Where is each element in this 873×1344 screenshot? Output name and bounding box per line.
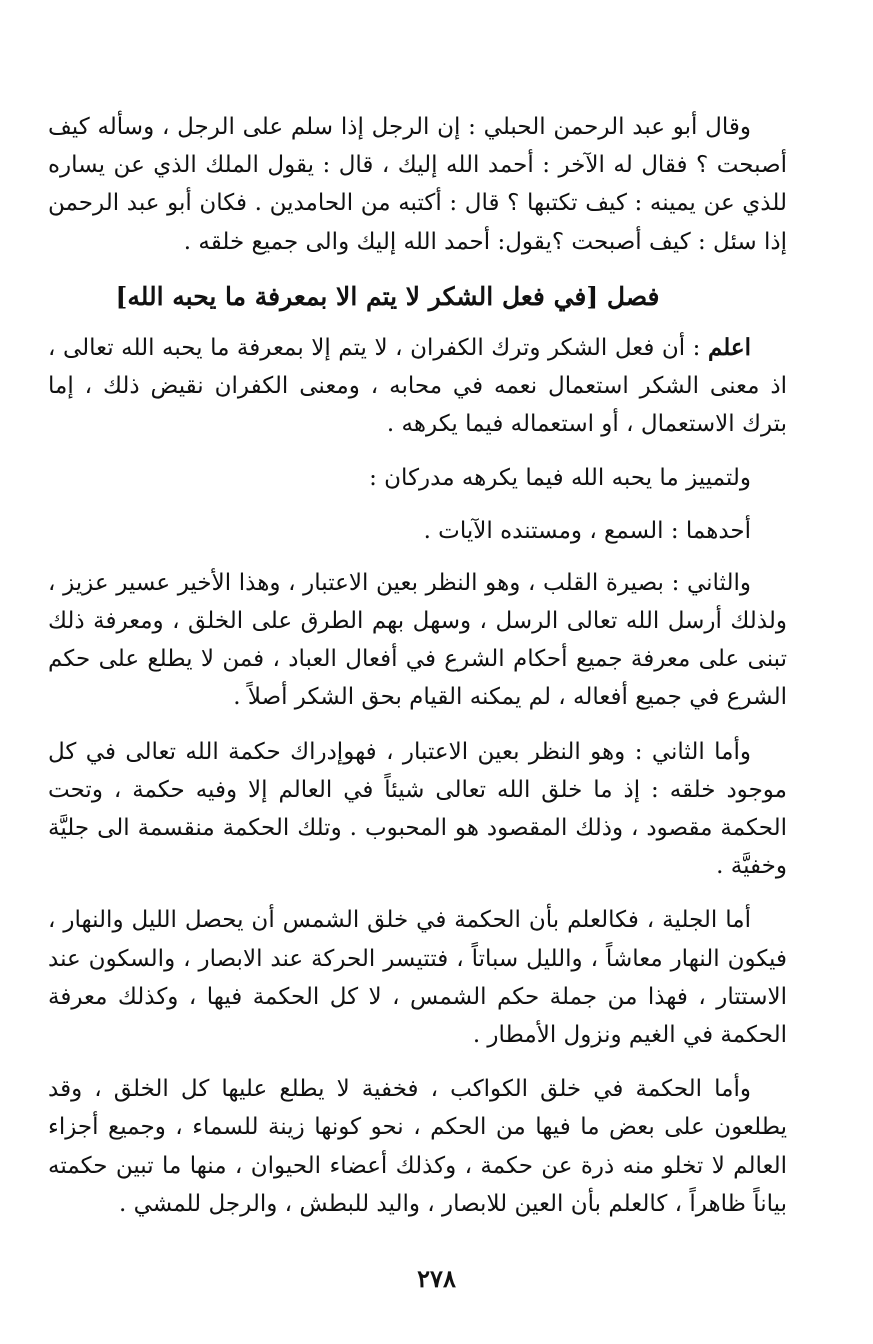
paragraph-second-means: والثاني : بصيرة القلب ، وهو النظر بعين الاعتبار ، وهذا الأخير عسير عزيز ، ولذلك أرسل الله تعالى الرسل ، وسهل بهم الطرق على الخلق ، ومعرفة ذلك تبنى على معرفة جميع أحكام الشرع في أفعال العباد ، فمن لا يطلع على حكم الشرع في جميع أفعاله ، لم يمكنه القيام بحق الشكر أصلاً . [48, 569, 787, 711]
paragraph-two-means: ولتمييز ما يحبه الله فيما يكرهه مدركان : [369, 465, 751, 492]
paragraph-lead-word: اعلم [707, 333, 751, 361]
page-number: ٢٧٨ [417, 1264, 456, 1293]
paragraph-wisdom: وأما الثاني : وهو النظر بعين الاعتبار ، فهوإدراك حكمة الله تعالى في كل موجود خلقه : إذ ما خلق الله تعالى شيئاً في العالم إلا وفيه حكمة ، وتحت الحكمة مقصود ، وذلك المقصود هو المحبوب . وتلك الحكمة منقسمة الى جليَّة وخفيَّة . [48, 738, 787, 880]
paragraph-hidden-wisdom: وأما الحكمة في خلق الكواكب ، فخفية لا يطلع عليها كل الخلق ، وقد يطلعون على بعض ما فيها من الحكم ، نحو كونها زينة للسماء ، وجميع أجزاء العالم لا تخلو منه ذرة عن حكمة ، وكذلك أعضاء الحيوان ، منها ما تبين حكمته بياناً ظاهراً ، كالعلم بأن العين للابصار ، واليد للبطش ، والرجل للمشي . [48, 1076, 787, 1217]
section-heading: فصل [في فعل الشكر لا يتم الا بمعرفة ما يحبه الله] [115, 281, 660, 311]
paragraph-know [48, 329, 787, 444]
paragraph-evident-wisdom: أما الجلية ، فكالعلم بأن الحكمة في خلق الشمس أن يحصل الليل والنهار ، فيكون النهار معاشاً ، والليل سباتاً ، فتتيسر الحركة عند الابصار ، والسكون عند الاستتار ، فهذا من جملة حكم الشمس ، لا كل الحكمة فيها ، وكذلك معرفة الحكمة في الغيم ونزول الأمطار . [48, 907, 787, 1049]
paragraph-first-means: أحدهما : السمع ، ومستنده الآيات . [423, 517, 751, 544]
paragraph-abu-abd-al-rahman: وقال أبو عبد الرحمن الحبلي : إن الرجل إذا سلم على الرجل ، وسأله كيف أصبحت ؟ فقال له الآخر : أحمد الله إليك ، قال : يقول الملك الذي عن يساره للذي عن يمينه : كيف تكتبها ؟ قال : أكتبه من الحامدين . فكان أبو عبد الرحمن إذا سئل : كيف أصبحت ؟يقول: أحمد الله إليك والى جميع خلقه . [48, 114, 787, 255]
paragraph-know-text: : أن فعل الشكر وترك الكفران ، لا يتم إلا بمعرفة ما يحبه الله تعالى ، اذ معنى الشكر استعمال نعمه في محابه ، ومعنى الكفران نقيض ذلك ، إما بترك الاستعمال ، أو استعماله فيما يكرهه . [48, 334, 787, 438]
